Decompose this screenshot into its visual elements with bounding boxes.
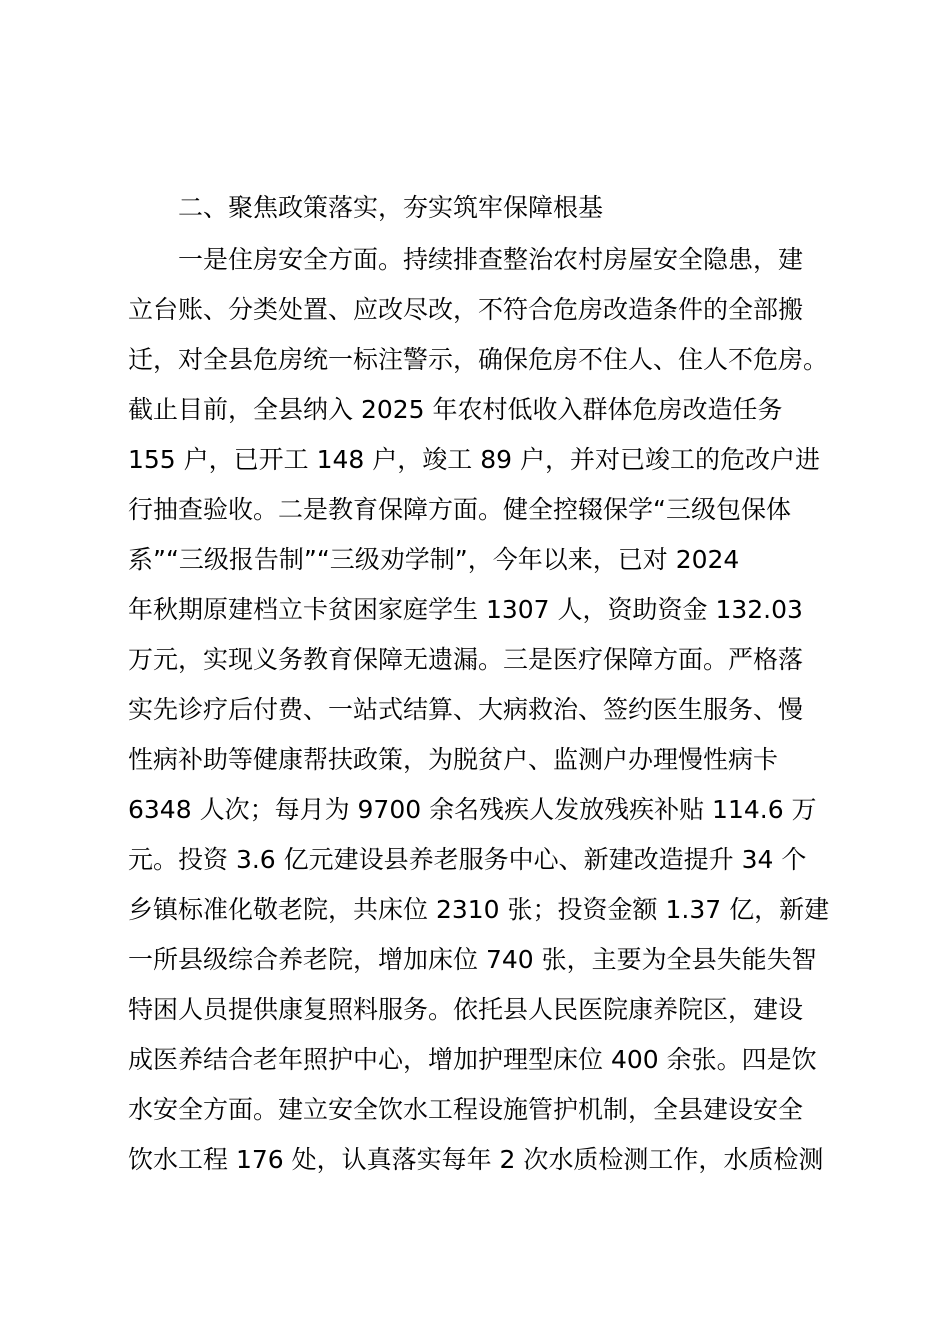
paragraph-line: 性病补助等健康帮扶政策，为脱贫户、监测户办理慢性病卡: [128, 745, 779, 774]
paragraph-line: 水安全方面。建立安全饮水工程设施管护机制，全县建设安全: [128, 1095, 804, 1124]
body-paragraph: [128, 235, 838, 1185]
paragraph-line: 行抽查验收。二是教育保障方面。健全控辍保学“三级包保体: [128, 495, 791, 524]
paragraph-line: 一是住房安全方面。持续排查整治农村房屋安全隐患，建: [178, 245, 804, 274]
paragraph-line: 元。投资 3.6 亿元建设县养老服务中心、新建改造提升 34 个: [128, 845, 807, 874]
paragraph-line: 特困人员提供康复照料服务。依托县人民医院康养院区，建设: [128, 995, 804, 1024]
paragraph-line: 系”“三级报告制”“三级劝学制”，今年以来，已对 2024: [128, 545, 740, 574]
paragraph-line: 立台账、分类处置、应改尽改，不符合危房改造条件的全部搬: [128, 295, 804, 324]
paragraph-line: 乡镇标准化敬老院，共床位 2310 张；投资金额 1.37 亿，新建: [128, 895, 830, 924]
paragraph-line: 6348 人次；每月为 9700 余名残疾人发放残疾补贴 114.6 万: [128, 795, 817, 824]
section-heading: 二、聚焦政策落实，夯实筑牢保障根基: [178, 193, 604, 222]
paragraph-line: 迁，对全县危房统一标注警示，确保危房不住人、住人不危房。: [128, 345, 829, 374]
paragraph-line: 155 户，已开工 148 户，竣工 89 户，并对已竣工的危改户进: [128, 445, 820, 474]
paragraph-line: 万元，实现义务教育保障无遗漏。三是医疗保障方面。严格落: [128, 645, 804, 674]
paragraph-line: 实先诊疗后付费、一站式结算、大病救治、签约医生服务、慢: [128, 695, 804, 724]
paragraph-line: 年秋期原建档立卡贫困家庭学生 1307 人，资助资金 132.03: [128, 595, 803, 624]
paragraph-line: 饮水工程 176 处，认真落实每年 2 次水质检测工作，水质检测: [128, 1145, 824, 1174]
paragraph-line: 截止目前，全县纳入 2025 年农村低收入群体危房改造任务: [128, 395, 783, 424]
paragraph-line: 成医养结合老年照护中心，增加护理型床位 400 余张。四是饮: [128, 1045, 817, 1074]
paragraph-line: 一所县级综合养老院，增加床位 740 张，主要为全县失能失智: [128, 945, 817, 974]
